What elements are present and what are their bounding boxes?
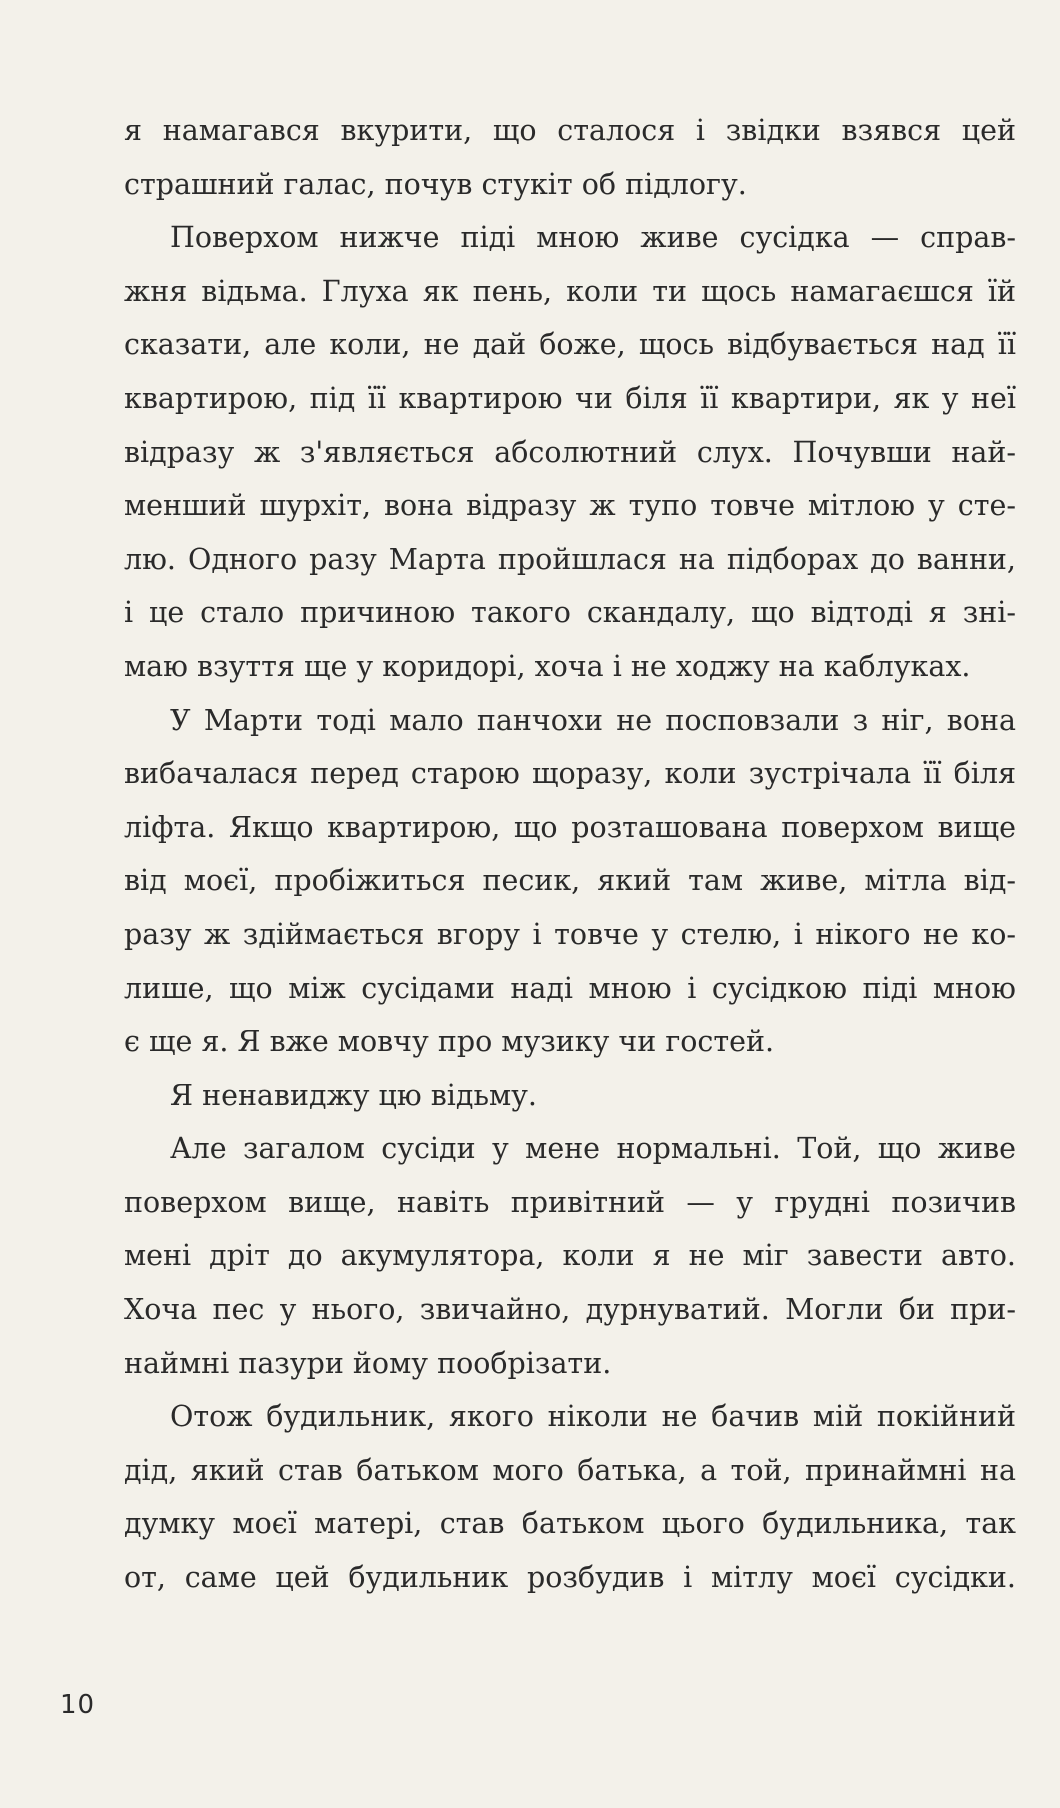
text-line: є ще я. Я вже мовчу про музику чи гостей. [124,1025,775,1059]
text-line: від моєї, пробіжиться песик, який там живе, мітла від- [124,864,1016,898]
text-line: наймні пазури йому пообрізати. [124,1346,612,1380]
text-line: лише, що між сусідами наді мною і сусідкою піді мною [124,971,1016,1005]
text-line: Поверхом нижче піді мною живе сусідка — справ- [170,221,1016,255]
text-line: я намагався вкурити, що сталося і звідки взявся цей [124,114,1016,147]
text-line: лю. Одного разу Марта пройшлася на підборах до ванни, [124,542,1016,576]
text-line: ліфта. Якщо квартирою, що розташована поверхом вище [124,810,1016,844]
text-line: поверхом вище, навіть привітний — у грудні позичив [124,1185,1016,1219]
text-line: жня відьма. Глуха як пень, коли ти щось намагаєшся їй [124,274,1016,308]
text-line: Хоча пес у нього, звичайно, дурнуватий. Могли би при- [124,1293,1016,1327]
text-line: Але загалом сусіди у мене нормальні. Той, що живе [170,1132,1016,1166]
text-line: Я ненавиджу цю відьму. [170,1078,537,1112]
text-line: відразу ж з'являється абсолютний слух. Почувши най- [124,435,1016,469]
text-line: квартирою, під її квартирою чи біля її квартири, як у неї [124,381,1016,415]
text-line: дід, який став батьком мого батька, а той, принаймні на [124,1453,1016,1487]
text-line: У Марти тоді мало панчохи не посповзали з ніг, вона [170,703,1016,737]
text-line: вибачалася перед старою щоразу, коли зустрічала її біля [124,757,1016,791]
body-text [124,104,1016,1605]
text-line: Отож будильник, якого ніколи не бачив мій покійний [170,1400,1016,1434]
text-line: от, саме цей будильник розбудив і мітлу моєї сусідки. [124,1561,1016,1595]
page-number: 10 [60,1690,96,1720]
text-line: мені дріт до акумулятора, коли я не міг завести авто. [124,1239,1016,1273]
text-line: разу ж здіймається вгору і товче у стелю, і нікого не ко- [124,917,1016,951]
text-line: і це стало причиною такого скандалу, що відтоді я зні- [124,596,1016,630]
text-line: страшний галас, почув стукіт об підлогу. [124,167,747,201]
text-line: думку моєї матері, став батьком цього будильника, так [124,1507,1016,1541]
text-line: менший шурхіт, вона відразу ж тупо товче мітлою у сте- [124,489,1016,523]
text-line: маю взуття ще у коридорі, хоча і не ходжу на каблуках. [124,649,971,683]
text-line: сказати, але коли, не дай боже, щось відбувається над її [124,328,1016,362]
